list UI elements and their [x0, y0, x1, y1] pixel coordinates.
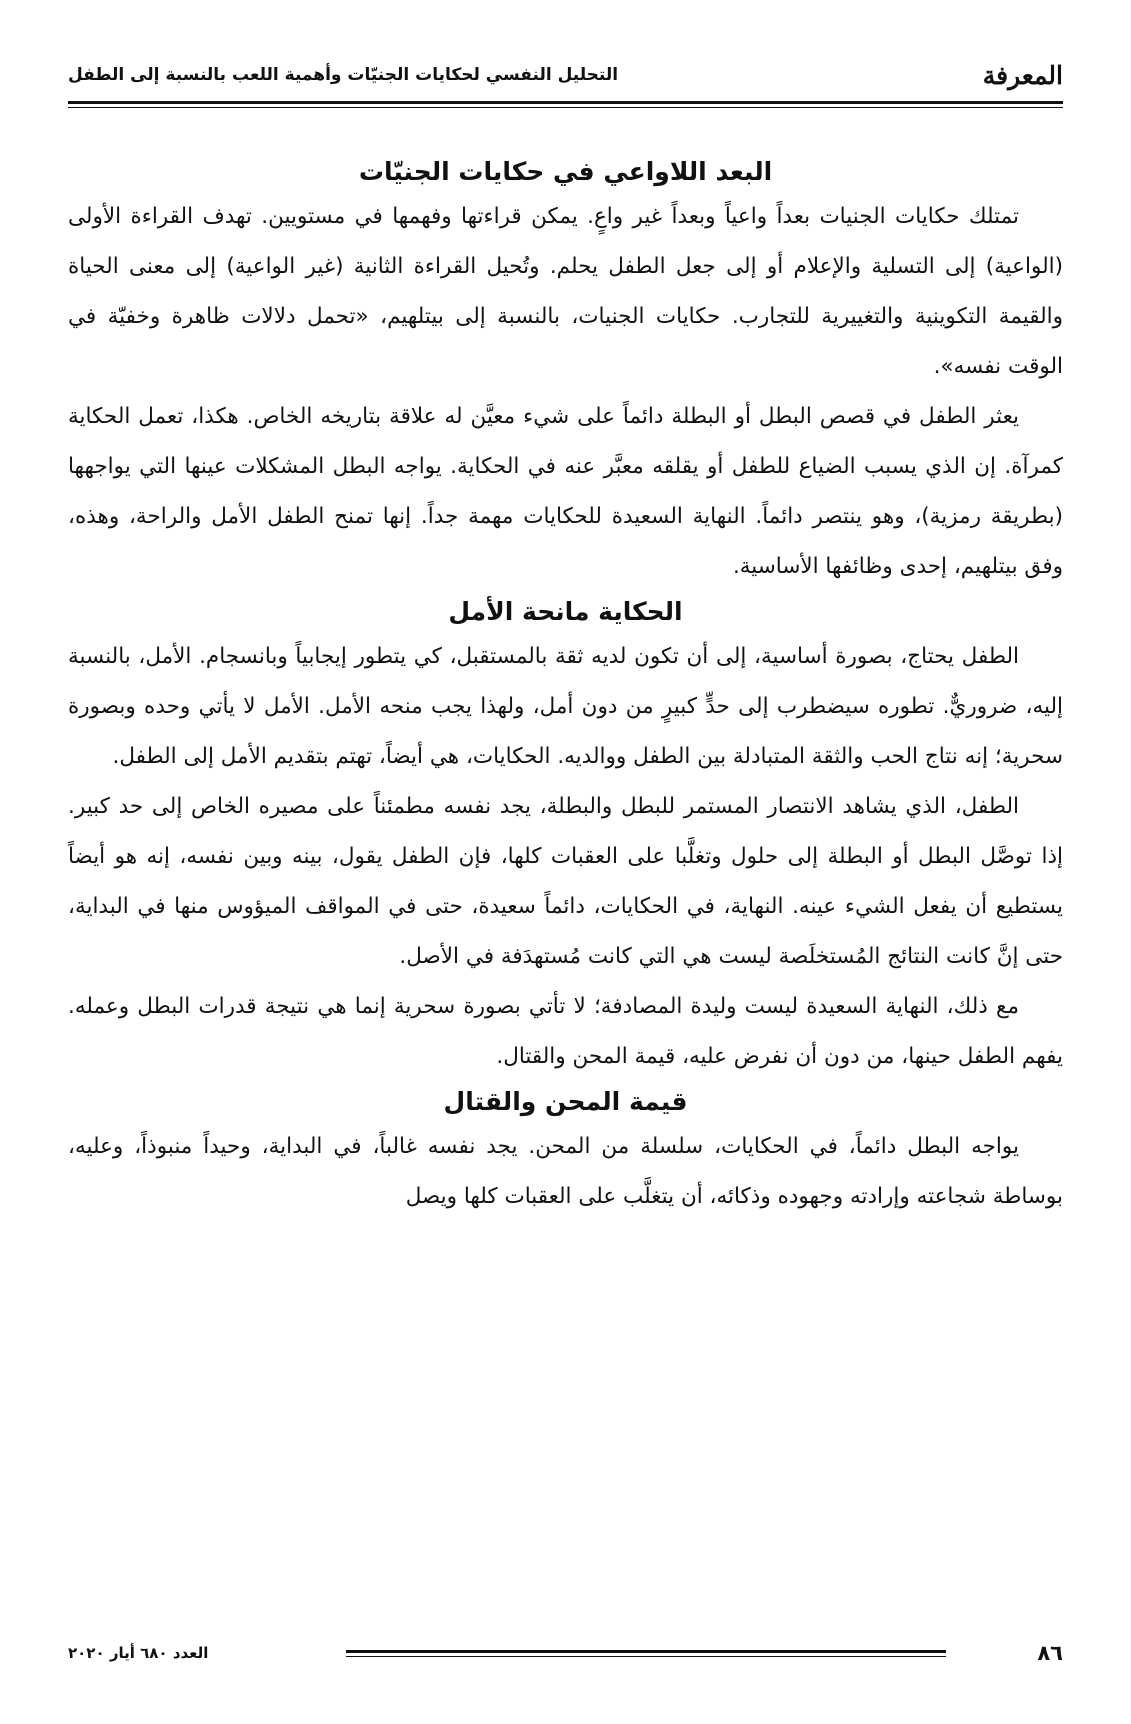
paragraph: يعثر الطفل في قصص البطل أو البطلة دائماً على شيء معيَّن له علاقة بتاريخه الخاص. هكذا، تعمل الحكاية كمرآة. إن الذي يسبب الضياع للطفل أو يقلقه معبَّر عنه في الحكاية. يواجه البطل المشكلات عينها التي يواجهها (بطريقة رمزية)، وهو ينتصر دائماً. النهاية السعيدة للحكايات مهمة جداً. إنها تمنح الطفل الأمل والراحة، وهذه، وفق بيتلهيم، إحدى وظائفها الأساسية. — [68, 404, 1063, 579]
paragraph: الطفل، الذي يشاهد الانتصار المستمر للبطل والبطلة، يجد نفسه مطمئناً على مصيره الخاص إلى حد كبير. إذا توصَّل البطل أو البطلة إلى حلول وتغلَّبا على العقبات كلها، فإن الطفل يقول، بينه وبين نفسه، إنه هو أيضاً يستطيع أن يفعل الشيء عينه. النهاية، في الحكايات، دائماً سعيدة، حتى في المواقف الميؤوس منها في البداية، حتى إنَّ كانت النتائج المُستخلَصة ليست هي التي كانت مُستهدَفة في الأصل. — [68, 794, 1063, 969]
paragraph: الطفل يحتاج، بصورة أساسية، إلى أن تكون لديه ثقة بالمستقبل، كي يتطور إيجابياً وبانسجام. الأمل، بالنسبة إليه، ضروريٌّ. تطوره سيضطرب إلى حدٍّ كبيرٍ من دون أمل، ولهذا يجب منحه الأمل. الأمل لا يأتي وحده وبصورة سحرية؛ إنه نتاج الحب والثقة المتبادلة بين الطفل ووالديه. الحكايات، هي أيضاً، تهتم بتقديم الأمل إلى الطفل. — [68, 644, 1063, 769]
header-rule-thin — [68, 107, 1063, 108]
page-number: ٨٦ — [1037, 1641, 1063, 1665]
section-heading-trials: قيمة المحن والقتال — [443, 1087, 688, 1116]
section-heading-unconscious: البعد اللاواعي في حكايات الجنيّات — [358, 157, 773, 186]
paragraph: تمتلك حكايات الجنيات بعداً واعياً وبعداً غير واعٍ. يمكن قراءتها وفهمها في مستويين. تهدف القراءة الأولى (الواعية) إلى التسلية والإعلام أو إلى جعل الطفل يحلم. وتُحيل القراءة الثانية (غير الواعية) إلى معنى الحياة والقيمة التكوينية والتغييرية للتجارب. حكايات الجنيات، بالنسبة إلى بيتلهيم، «تحمل دلالات ظاهرة وخفيّة في الوقت نفسه». — [68, 204, 1063, 379]
article-body — [68, 152, 1063, 1222]
magazine-logo: المعرفة — [982, 60, 1063, 90]
page-footer — [68, 1640, 1063, 1666]
section-heading-hope: الحكاية مانحة الأمل — [448, 597, 683, 626]
paragraph: يواجه البطل دائماً، في الحكايات، سلسلة من المحن. يجد نفسه غالباً، في البداية، وحيداً منبوذاً، وعليه، بوساطة شجاعته وإرادته وجهوده وذكائه، أن يتغلَّب على العقبات كلها ويصل — [68, 1134, 1063, 1209]
page-header — [68, 52, 1063, 98]
issue-info: العدد ٦٨٠ أيار ٢٠٢٠ — [68, 1644, 209, 1662]
running-title: التحليل النفسي لحكايات الجنيّات وأهمية اللعب بالنسبة إلى الطفل — [68, 65, 619, 85]
footer-rule — [346, 1650, 946, 1657]
paragraph: مع ذلك، النهاية السعيدة ليست وليدة المصادفة؛ لا تأتي بصورة سحرية إنما هي نتيجة قدرات البطل وعمله. يفهم الطفل حينها، من دون أن نفرض عليه، قيمة المحن والقتال. — [68, 994, 1063, 1069]
header-rule — [68, 101, 1063, 104]
